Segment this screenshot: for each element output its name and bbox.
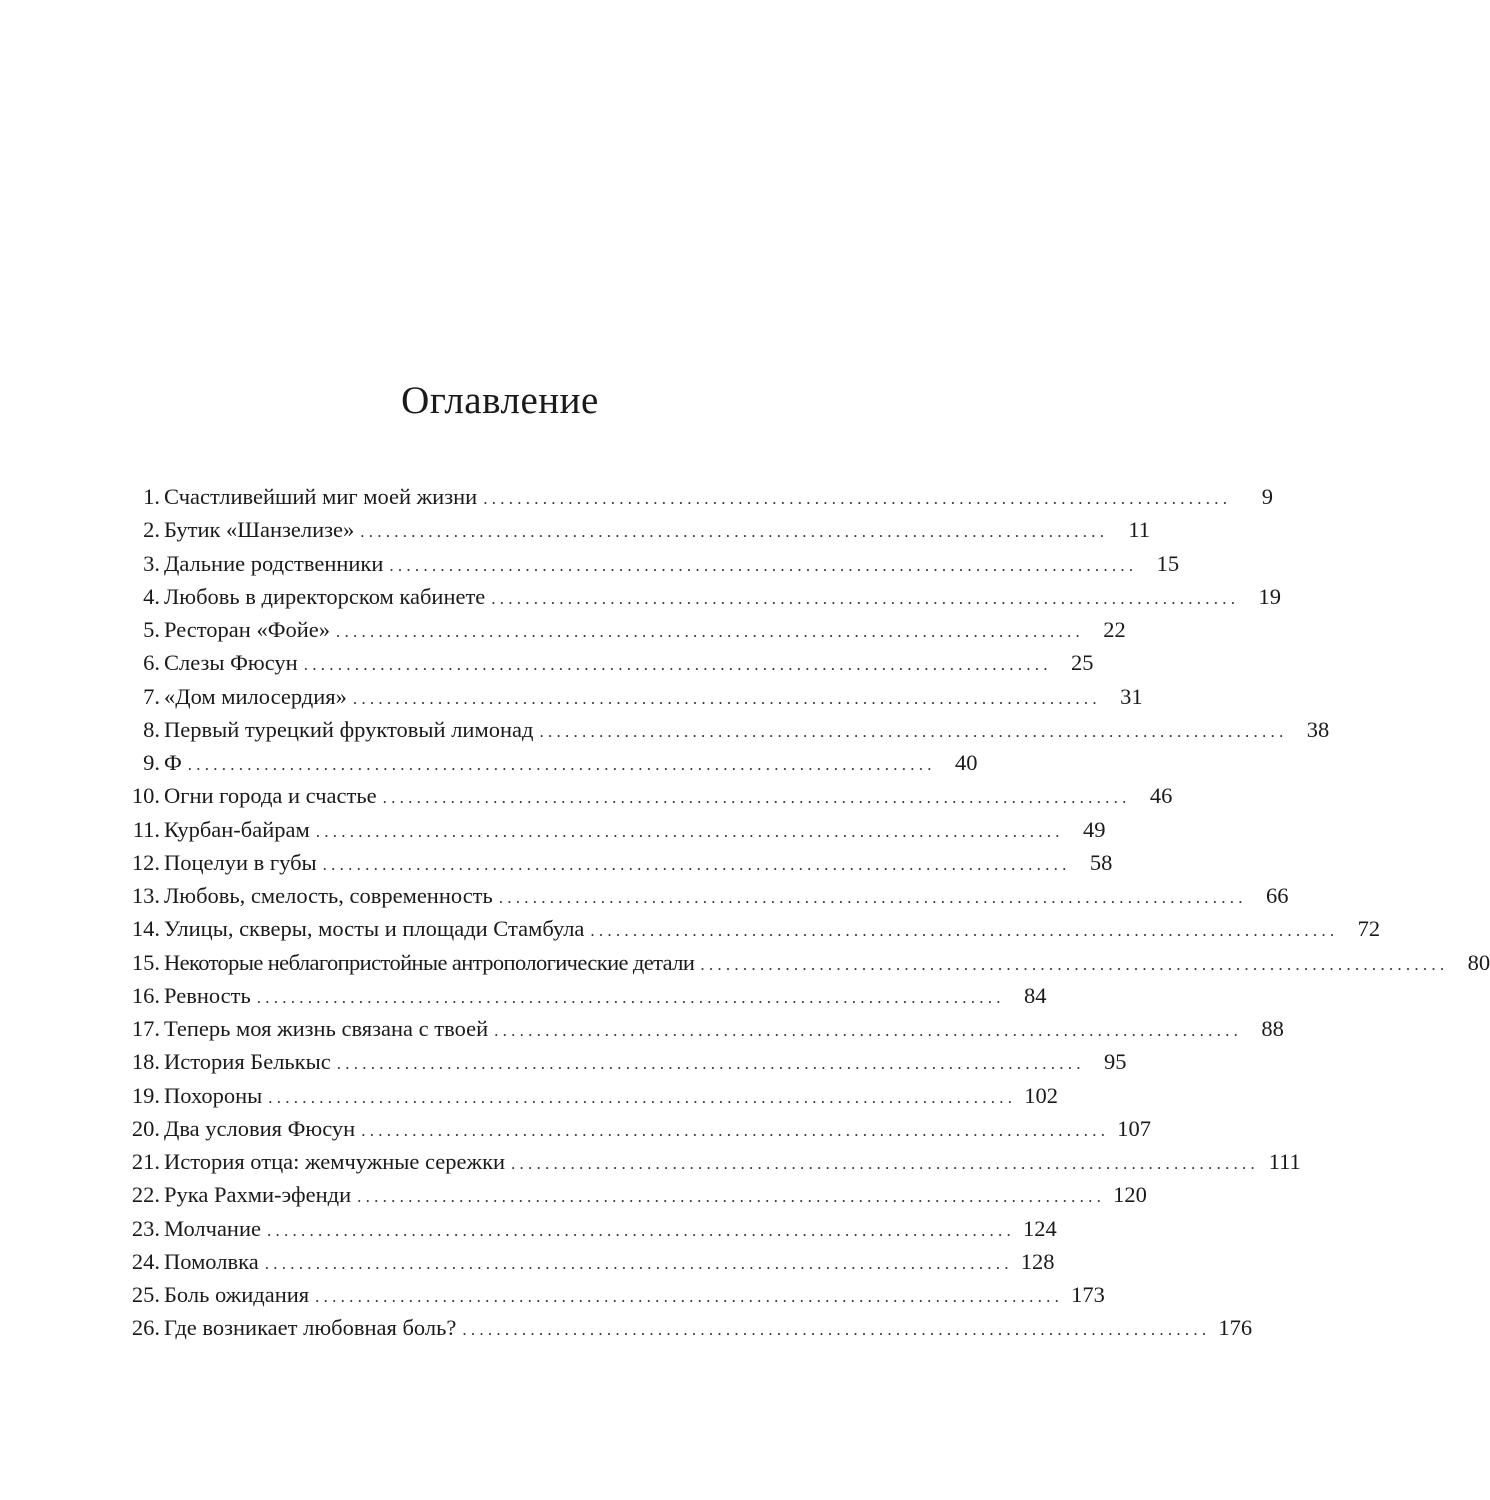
toc-entry [122, 979, 1047, 1012]
toc-entry-page-number: 9 [1261, 484, 1273, 509]
toc-entry-number: 9. [143, 750, 160, 775]
toc-entry [122, 879, 1289, 912]
toc-entry-number: 12. [131, 849, 160, 875]
toc-entry [122, 1112, 1151, 1145]
toc-entry-number: 5. [143, 617, 160, 642]
toc-entry-page-number: 102 [1024, 1082, 1058, 1108]
toc-entry-title: Ревность [164, 982, 251, 1008]
toc-entry-page-number: 173 [1071, 1282, 1105, 1307]
toc-entry-page-number: 46 [1149, 783, 1173, 809]
toc-entry-title: История отца: жемчужные сережки [164, 1149, 506, 1174]
toc-entry [122, 1311, 1253, 1344]
toc-entry-number: 10. [131, 783, 160, 809]
toc-entry-title: Помолвка [164, 1248, 259, 1274]
toc-entry [122, 646, 1094, 679]
toc-entry [122, 1079, 1058, 1112]
toc-entry-title: Любовь в директорском кабинете [164, 583, 486, 609]
toc-entry-page-number: 38 [1306, 716, 1330, 742]
toc-entry-page-number: 49 [1082, 816, 1106, 842]
toc-entry [122, 746, 978, 779]
toc-entry-number: 7. [143, 683, 160, 709]
dot-leader [462, 1313, 1206, 1346]
toc-entry-page-number: 31 [1120, 683, 1143, 709]
toc-entry-page-number: 11 [1128, 517, 1151, 543]
toc-entry-page-number: 58 [1089, 849, 1113, 875]
toc-entry-title: Боль ожидания [164, 1282, 310, 1307]
dot-leader [511, 1147, 1255, 1180]
dot-leader [257, 981, 1001, 1014]
toc-entry [122, 1245, 1055, 1278]
dot-leader [590, 914, 1334, 947]
toc-entry [122, 547, 1180, 580]
toc-entry-number: 6. [143, 650, 160, 676]
toc-entry [122, 846, 1113, 879]
toc-entry-page-number: 19 [1258, 583, 1282, 609]
toc-entry [122, 1212, 1057, 1245]
dot-leader [265, 1247, 1009, 1280]
toc-entry-title: Улицы, скверы, мосты и площади Стамбула [164, 916, 585, 942]
toc-entry-title: Ресторан «Фойе» [164, 617, 330, 642]
dot-leader [188, 748, 932, 781]
dot-leader [539, 715, 1283, 748]
toc-entry-page-number: 80 [1467, 949, 1490, 975]
toc-entry-number: 26. [131, 1315, 160, 1341]
toc-entry-number: 13. [131, 883, 160, 908]
dot-leader [491, 582, 1235, 615]
toc-entry-title: Дальние родственники [164, 550, 384, 576]
toc-entry-page-number: 66 [1266, 883, 1289, 908]
dot-leader [360, 515, 1104, 548]
toc-entry [122, 912, 1381, 945]
toc-entry-title: Поцелуи в губы [164, 849, 317, 875]
toc-entry-title: Некоторые неблагопристойные антропологические детали [164, 949, 695, 975]
toc-entry [122, 1045, 1127, 1078]
toc-entry-title: Рука Рахми-эфенди [164, 1182, 352, 1208]
toc-entry-number: 21. [131, 1149, 160, 1174]
dot-leader [337, 1047, 1081, 1080]
toc-entry-page-number: 25 [1070, 650, 1094, 676]
toc-entry-page-number: 40 [955, 750, 978, 775]
toc-entry [122, 513, 1151, 546]
toc-entry [122, 480, 1273, 513]
toc-entry-page-number: 176 [1218, 1315, 1253, 1341]
dot-leader [483, 482, 1227, 515]
toc-entry [122, 779, 1173, 812]
dot-leader [700, 948, 1444, 981]
dot-leader [315, 1280, 1059, 1313]
toc-entry-title: Где возникает любовная боль? [164, 1315, 457, 1341]
toc-entry [122, 713, 1330, 746]
toc-entry-title: Курбан-байрам [164, 816, 310, 842]
toc-entry-page-number: 22 [1103, 617, 1126, 642]
dot-leader [361, 1114, 1105, 1147]
dot-leader [336, 615, 1080, 648]
toc-entry-number: 11. [132, 816, 160, 842]
dot-leader [323, 848, 1067, 881]
dot-leader [353, 682, 1097, 715]
toc-entry-number: 1. [143, 484, 160, 509]
toc-entry-title: История Белькыс [164, 1049, 331, 1075]
toc-entry-page-number: 84 [1024, 982, 1047, 1008]
toc-entry-number: 16. [131, 982, 160, 1008]
dot-leader [383, 781, 1127, 814]
toc-entry-page-number: 95 [1103, 1049, 1127, 1075]
dot-leader [389, 549, 1133, 582]
toc-entry-number: 17. [131, 1016, 160, 1041]
toc-entry [122, 580, 1282, 613]
toc-entry-title: Первый турецкий фруктовый лимонад [164, 716, 534, 742]
dot-leader [316, 815, 1060, 848]
toc-entry-title: Теперь моя жизнь связана с твоей [164, 1016, 489, 1041]
dot-leader [267, 1214, 1011, 1247]
toc-entry-title: «Дом милосердия» [164, 683, 347, 709]
toc-entry-number: 2. [143, 517, 160, 543]
toc-entry [122, 813, 1106, 846]
toc-entry-number: 25. [131, 1282, 160, 1307]
toc-entry [122, 613, 1126, 646]
toc-entry-number: 8. [143, 716, 160, 742]
toc-entry [122, 1145, 1301, 1178]
toc-entry-number: 4. [143, 583, 160, 609]
toc-entry-title: Похороны [164, 1082, 263, 1108]
toc-entry-page-number: 15 [1156, 550, 1180, 576]
toc-entry-number: 20. [131, 1115, 160, 1141]
table-of-contents [122, 480, 1490, 1345]
dot-leader [304, 648, 1048, 681]
toc-entry-title: Огни города и счастье [164, 783, 377, 809]
toc-entry-number: 19. [131, 1082, 160, 1108]
toc-entry-page-number: 88 [1261, 1016, 1284, 1041]
toc-entry-number: 15. [131, 949, 160, 975]
toc-entry-title: Молчание [164, 1215, 261, 1241]
dot-leader [268, 1081, 1012, 1114]
page-title: Оглавление [401, 379, 599, 422]
toc-entry [122, 1178, 1147, 1211]
toc-entry-page-number: 120 [1113, 1182, 1147, 1208]
toc-entry [122, 946, 1490, 979]
toc-entry-number: 23. [131, 1215, 160, 1241]
toc-entry-title: Любовь, смелость, современность [164, 883, 493, 908]
toc-entry-page-number: 107 [1117, 1115, 1151, 1141]
dot-leader [357, 1180, 1101, 1213]
toc-entry-title: Бутик «Шанзелизе» [164, 517, 355, 543]
toc-entry-title: Слезы Фюсун [164, 650, 298, 676]
toc-entry [122, 1278, 1105, 1311]
toc-entry-number: 14. [131, 916, 160, 942]
toc-entry-number: 22. [131, 1182, 160, 1208]
toc-entry-title: Счастливейший миг моей жизни [164, 484, 478, 509]
toc-entry-number: 3. [143, 550, 160, 576]
dot-leader [494, 1014, 1238, 1047]
toc-entry-title: Ф [164, 750, 182, 775]
toc-entry [122, 680, 1143, 713]
toc-entry-title: Два условия Фюсун [164, 1115, 356, 1141]
toc-entry-number: 18. [131, 1049, 160, 1075]
toc-entry-page-number: 111 [1268, 1149, 1301, 1174]
toc-entry-page-number: 124 [1023, 1215, 1057, 1241]
toc-entry-page-number: 128 [1020, 1248, 1055, 1274]
toc-entry [122, 1012, 1284, 1045]
toc-entry-page-number: 72 [1357, 916, 1381, 942]
dot-leader [499, 881, 1243, 914]
toc-entry-number: 24. [131, 1248, 160, 1274]
